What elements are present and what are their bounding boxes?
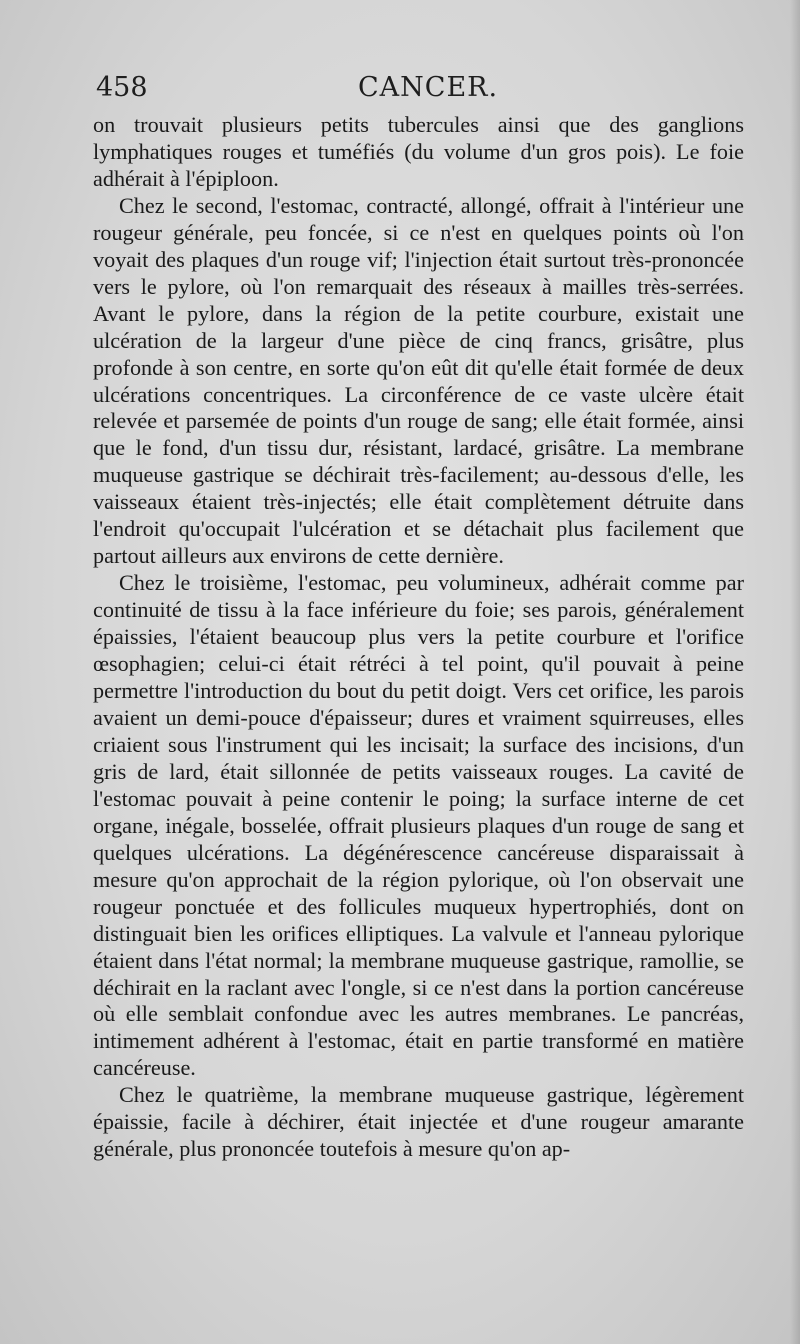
paragraph-second-case: Chez le second, l'estomac, contracté, allongé, offrait à l'intérieur une rougeur générale, peu foncée, si ce n'est en quelques points où l'on voyait des plaques d'un rouge vif; l'injection était surtout très-prononcée vers le pylore, où l'on remarquait des réseaux à mailles très-serrées. Avant le pylore, dans la région de la petite courbure, existait une ulcération de la largeur d'une pièce de cinq francs, grisâtre, plus profonde à son centre, en sorte qu'on eût dit qu'elle était formée de deux ulcérations concentriques. La circonférence de ce vaste ulcère était relevée et parsemée de points d'un rouge de sang; elle était formée, ainsi que le fond, d'un tissu dur, résistant, lardacé, grisâtre. La membrane muqueuse gastrique se déchirait très-facilement; au-dessous d'elle, les vaisseaux étaient très-injectés; elle était complètement détruite dans l'endroit qu'occupait l'ulcération et se détachait plus facilement que partout ailleurs aux environs de cette dernière. (93, 192, 744, 569)
paragraph-continuation: on trouvait plusieurs petits tubercules ainsi que des ganglions lymphatiques rouges et tuméfiés (du volume d'un gros pois). Le foie adhérait à l'épiploon. (93, 112, 744, 191)
text-body (93, 112, 744, 1163)
page-edge-shadow (790, 0, 800, 1344)
paragraph-third-case: Chez le troisième, l'estomac, peu volumineux, adhérait comme par continuité de tissu à la face inférieure du foie; ses parois, généralement épaissies, l'étaient beaucoup plus vers la petite courbure et l'orifice œsophagien; celui-ci était rétréci à tel point, qu'il pouvait à peine permettre l'introduction du bout du petit doigt. Vers cet orifice, les parois avaient un demi-pouce d'épaisseur; dures et vraiment squirreuses, elles criaient sous l'instrument qui les incisait; la surface des incisions, d'un gris de lard, était sillonnée de petits vaisseaux rouges. La cavité de l'estomac pouvait à peine contenir le poing; la surface interne de cet organe, inégale, bosselée, offrait plusieurs plaques d'un rouge de sang et quelques ulcérations. La dégénérescence cancéreuse disparaissait à mesure qu'on approchait de la région pylorique, où l'on observait une rougeur ponctuée et des follicules muqueux hypertrophiés, dont on distinguait bien les orifices elliptiques. La valvule et l'anneau pylorique étaient dans l'état normal; la membrane muqueuse gastrique, ramollie, se déchirait en la raclant avec l'ongle, si ce n'est dans la portion cancéreuse où elle semblait confondue avec les autres membranes. Le pancréas, intimement adhérent à l'estomac, était en partie transformé en matière cancéreuse. (93, 570, 744, 1081)
running-head (96, 68, 741, 108)
paragraph-fourth-case: Chez le quatrième, la membrane muqueuse gastrique, légèrement épaissie, facile à déchirer, était injectée et d'une rougeur amarante générale, plus prononcée toutefois à mesure qu'on ap- (93, 1082, 744, 1162)
page-number: 458 (96, 72, 148, 103)
running-title: CANCER. (358, 72, 499, 103)
